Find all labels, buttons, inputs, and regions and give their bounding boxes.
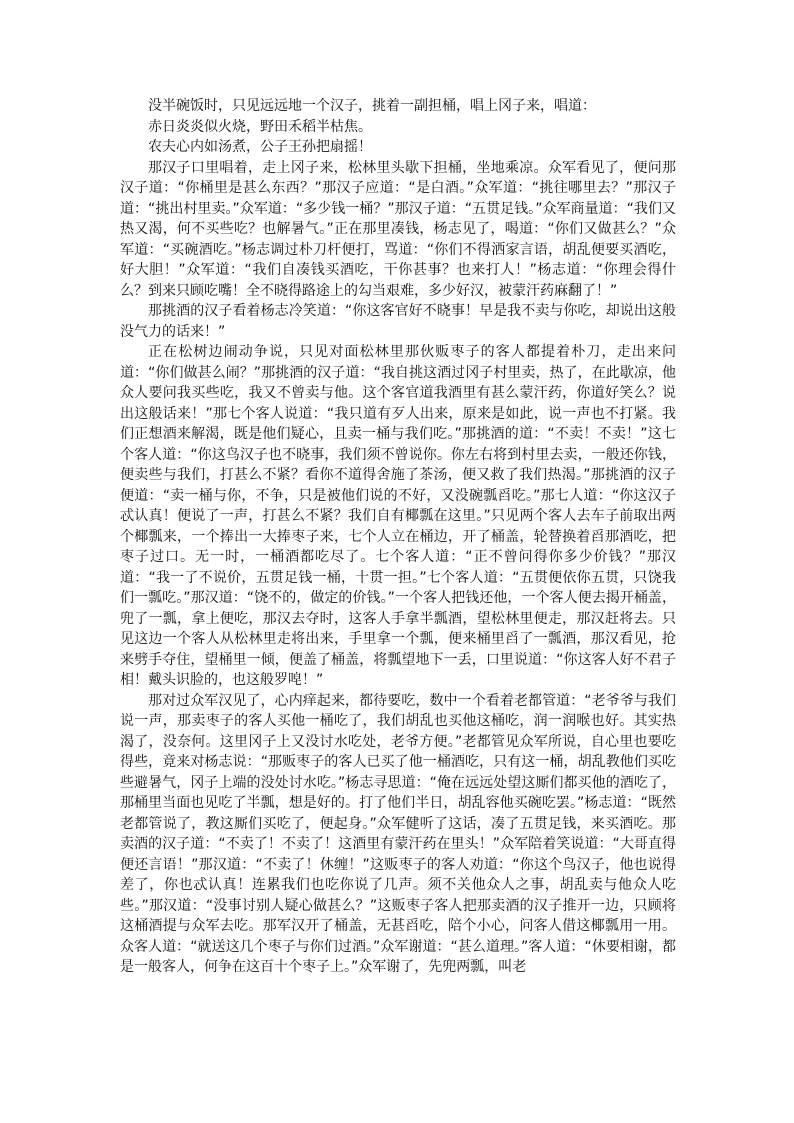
poem-line-1: 赤日炎炎似火烧，野田禾稻半枯焦。 (148, 118, 372, 135)
paragraph-soldiers-ask: 那汉子口里唱着，走上冈子来，松林里头歇下担桶，坐地乘凉。众军看见了，便问那汉子道：“你桶里是甚么东西？”那汉子应道：“是白酒。”众军道：“挑往哪里去？”那汉子道：“挑出村里卖。”众军道：“多少钱一桶？”那汉子道：“五贯足钱。”众军商量道：“我们又热又渴，何不买些吃？也解暑气。”正在那里凑钱，杨志见了，喝道：“你们又做甚么？”众军道：“买碗酒吃。”杨志调过朴刀杆便打，骂道：“你们不得洒家言语，胡乱便要买酒吃，好大胆！”众军道：“我们自凑钱买酒吃，干你甚事？也来打人！”杨志道：“你理会得什么？到来只顾吃嘴！全不晓得路途上的勾当艰难，多少好汉，被蒙汗药麻翻了！” (120, 159, 676, 299)
paragraph-soldiers-buy: 那对过众军汉见了，心内痒起来，都待要吃，数中一个看着老都管道：“老爷爷与我们说一声，那卖枣子的客人买他一桶吃了，我们胡乱也买他这桶吃，润一润喉也好。其实热渴了，没奈何。这里冈子上又没讨水吃处，老爷方便。”老都管见众军所说，自心里也要吃得些，竟来对杨志说：“那贩枣子的客人已买了他一桶酒吃，只有这一桶，胡乱教他们买吃些避暑气，冈子上端的没处讨水吃。”杨志寻思道：“俺在远远处望这厮们都买他的酒吃了，那桶里当面也见吃了半瓢，想是好的。打了他们半日，胡乱容他买碗吃罢。”杨志道：“既然老都管说了，教这厮们买吃了，便起身。”众军健听了这话，凑了五贯足钱，来买酒吃。那卖酒的汉子道：“不卖了！不卖了！这酒里有蒙汗药在里头！”众军陪着笑说道：“大哥直得便还言语！”那汉道：“不卖了！休缠！”这贩枣子的客人劝道：“你这个鸟汉子，他也说得差了，你也忒认真！连累我们也吃你说了几声。须不关他众人之事，胡乱卖与他众人吃些。”那汉道：“没事讨别人疑心做甚么？”这贩枣子客人把那卖酒的汉子推开一边，只顾将这桶酒提与众军去吃。那军汉开了桶盖，无甚舀吃，陪个小心，问客人借这椰瓢用一用。众客人道：“就送这几个枣子与你们过酒。”众军谢道：“甚么道理。”客人道：“休要相谢，都是一般客人，何争在这百十个枣子上。”众军谢了，先兜两瓢，叫老 (120, 692, 676, 975)
paragraph-wine-seller-laughs: 那挑酒的汉子看着杨志冷笑道：“你这客官好不晓事！早是我不卖与你吃，却说出这般没气力的话来！” (120, 303, 676, 340)
paragraph-intro: 没半碗饭时，只见远远地一个汉子，挑着一副担桶，唱上冈子来，唱道： (148, 98, 596, 114)
paragraph-date-merchants: 正在松树边闹动争说，只见对面松林里那伙贩枣子的客人都提着朴刀，走出来问道：“你们做甚么闹？”那挑酒的汉子道：“我自挑这酒过冈子村里卖，热了，在此歇凉，他众人要问我买些吃，我又不曾卖与他。这个客官道我酒里有甚么蒙汗药，你道好笑么？说出这般话来！”那七个客人说道：“我只道有歹人出来，原来是如此，说一声也不打紧。我们正想酒来解渴，既是他们疑心，且卖一桶与我们吃。”那挑酒的道：“不卖！不卖！”这七个客人道：“你这鸟汉子也不晓事，我们须不曾说你。你左右将到村里去卖，一般还你钱，便卖些与我们，打甚么不紧？看你不道得舍施了茶汤，便又救了我们热渴。”那挑酒的汉子便道：“卖一桶与你，不争，只是被他们说的不好，又没碗瓢舀吃。”那七人道：“你这汉子忒认真！便说了一声，打甚么不紧？我们自有椰瓢在这里。”只见两个客人去车子前取出两个椰瓢来，一个捧出一大捧枣子来，七个人立在桶边，开了桶盖，轮替换着舀那酒吃，把枣子过口。无一时，一桶酒都吃尽了。七个客人道：“正不曾问得你多少价钱？”那汉道：“我一了不说价，五贯足钱一桶，十贯一担。”七个客人道：“五贯便依你五贯，只饶我们一瓢吃。”那汉道：“饶不的，做定的价钱。”一个客人把钱还他，一个客人便去揭开桶盖，兜了一瓢，拿上便吃，那汉去夺时，这客人手拿半瓢酒，望松林里便走，那汉赶将去。只见这边一个客人从松林里走将出来，手里拿一个瓢，便来桶里舀了一瓢酒，那汉看见，抢来劈手夺住，望桶里一倾，便盖了桶盖，将瓢望地下一丢，口里说道：“你这客人好不君子相！戴头识脸的，也这般罗唣！” (120, 344, 676, 688)
document-page (120, 96, 676, 978)
poem-line-2: 农夫心内如汤煮，公子王孙把扇摇！ (148, 139, 372, 155)
